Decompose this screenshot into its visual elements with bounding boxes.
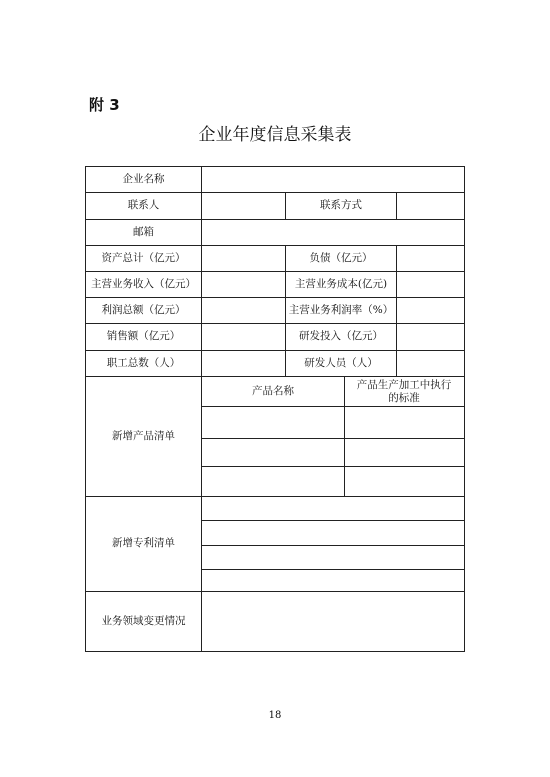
rd-staff-label: 研发人员（人） bbox=[304, 356, 378, 369]
page-number: 18 bbox=[268, 710, 282, 721]
contact-method-label: 联系方式 bbox=[320, 199, 362, 212]
contact-person-field[interactable] bbox=[202, 193, 285, 219]
email-label: 邮箱 bbox=[133, 225, 154, 238]
rd-investment-label: 研发投入（亿元） bbox=[299, 330, 383, 343]
total-profit-label: 利润总额（亿元） bbox=[101, 303, 186, 316]
company-name-field[interactable] bbox=[202, 167, 464, 192]
business-change-field[interactable] bbox=[202, 592, 464, 651]
contact-person-label: 联系人 bbox=[127, 199, 160, 212]
new-patents-label: 新增专利清单 bbox=[112, 537, 175, 550]
main-profit-rate-label: 主营业务利润率（%） bbox=[288, 303, 394, 316]
annex-label: 附 3 bbox=[89, 96, 120, 114]
product-standard-header: 产品生产加工中执行的标准 bbox=[356, 378, 452, 404]
product-name-header: 产品名称 bbox=[252, 384, 294, 397]
main-cost-label: 主营业务成本(亿元) bbox=[294, 277, 388, 290]
email-field[interactable] bbox=[202, 220, 464, 245]
new-products-label: 新增产品清单 bbox=[112, 429, 175, 442]
sales-label: 销售额（亿元） bbox=[106, 330, 181, 343]
contact-method-field[interactable] bbox=[397, 193, 464, 219]
total-assets-label: 资产总计（亿元） bbox=[101, 251, 186, 264]
total-employees-label: 职工总数（人） bbox=[106, 356, 181, 369]
company-name-label: 企业名称 bbox=[122, 172, 165, 185]
business-change-label: 业务领域变更情况 bbox=[101, 614, 186, 627]
main-revenue-label: 主营业务收入（亿元） bbox=[91, 277, 196, 290]
liabilities-label: 负债（亿元） bbox=[309, 251, 373, 264]
page-title: 企业年度信息采集表 bbox=[198, 125, 352, 145]
